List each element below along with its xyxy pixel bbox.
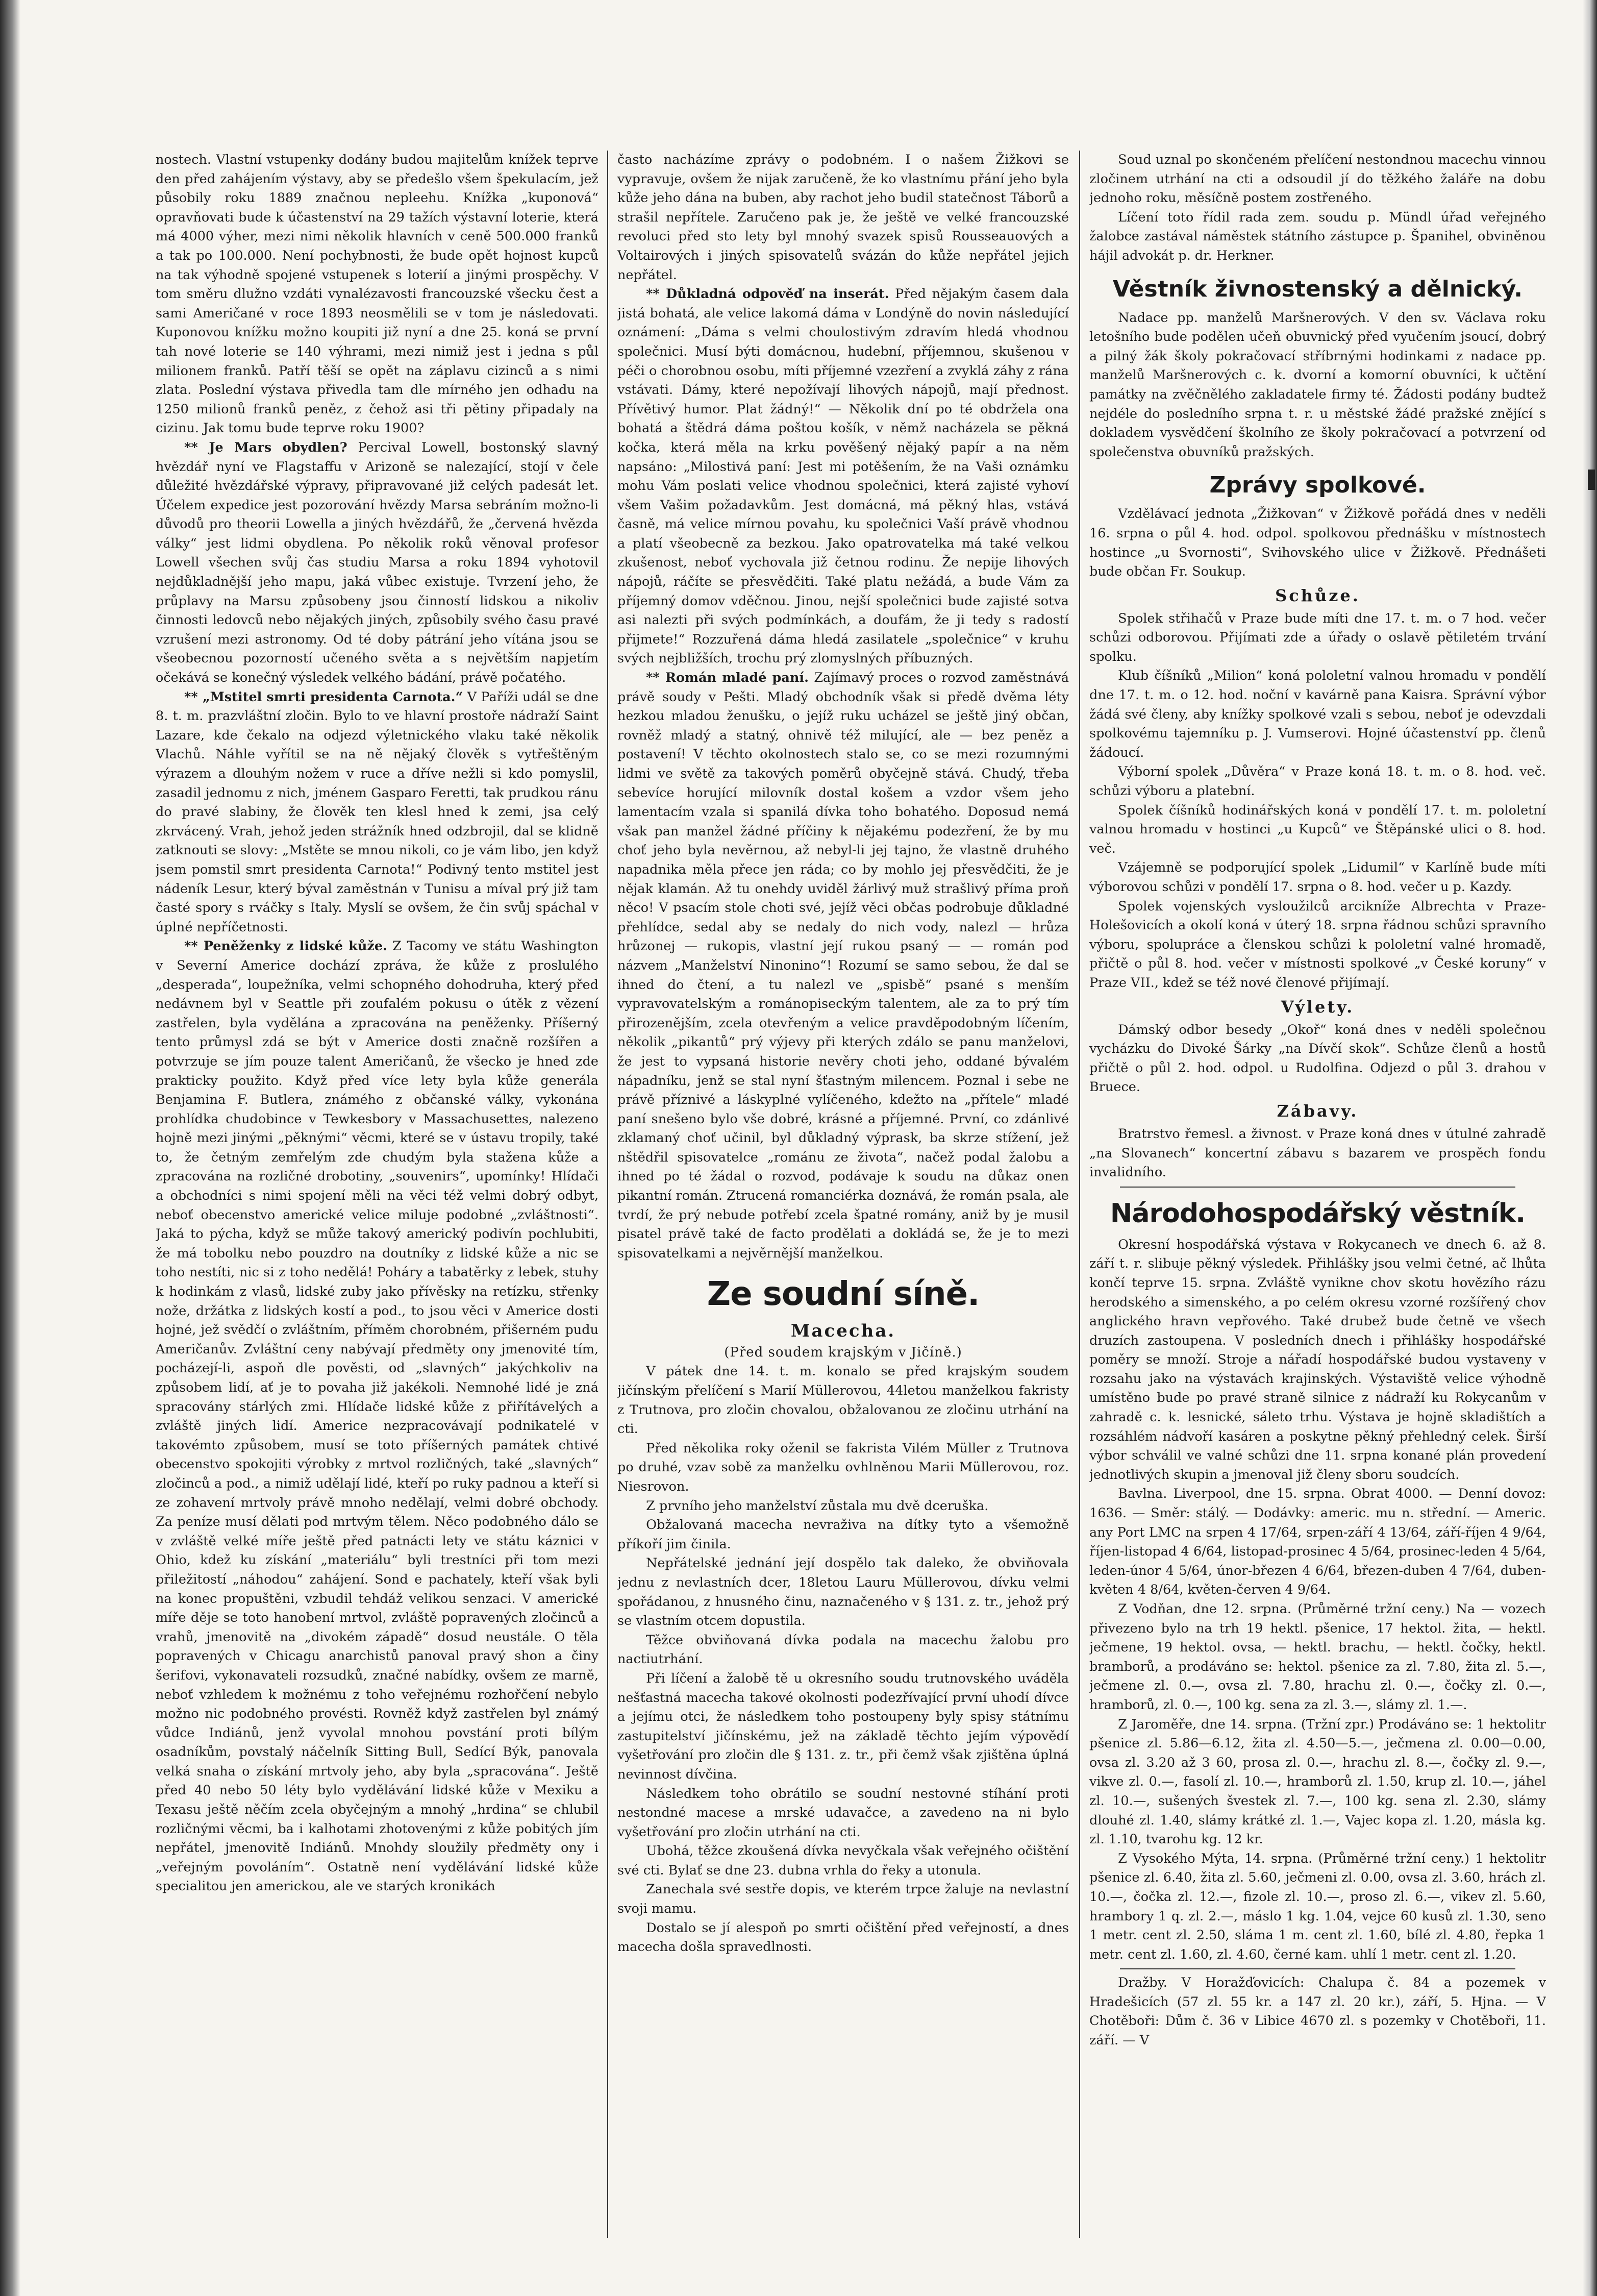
article-text: Percival Lowell, bostonský slavný hvězdář nyní ve Flagstaffu v Arizoně se nalezající, stojí v čele důležité hvězdářské výpravy, připravované již celých padesát let. Účelem expedice jest pozorování hvězdy Marsa sebráním možno-li důvodů pro theorii Lowella a jiných hvězdářů, že „červená hvězda války“ jest lidmi obydlena. Po několik roků věnoval profesor Lowell všechen svůj čas studiu Marsa a roku 1894 vyhotovil nejdůkladnější jeho mapu, jaká vůbec existuje. Tvrzení jeho, že průplavy na Marsu způsobeny jsou činností lidskou a nikoliv činnosti ledovců nebo nějakých jiných, způsobily svého času pravé vzrušení mezi astronomy. Od té doby pátrání jeho vítána jsou se všeobecnou pozorností učeného světa a s největším napjetím očekává se konečný výsledek velkého bádání, právě počatého.	[156, 439, 598, 686]
article-text: Z Tacomy ve státu Washington v Severní Americe dochází zpráva, že kůže z proslulého „desperada“, loupežníka, velmi schopného dohodruha, který před nedávnem byl v Seattle při zoufalém pokusu o útěk z vězení zastřelen, byla vydělána a zpracována na peněženky. Příšerný tento průmysl zdá se být v Americe dosti značně rozšířen a potvrzuje se jím pouze talent Američanů, že všecko je hned zde prakticky použito. Když před více lety byla kůže generála Benjamina F. Butlera, známého z občanské války, vykonána prohlídka chudobince v Tewkesbory v Massachusettes, nalezeno hojně mezi jinými „pěknými“ věcmi, které se v ústavu tropily, také to, že četným zemřelým zde chudým byla stažena kůže a zpracována na rozličné drobotiny, „souvenirs“, upomínky! Hlídači a obchodníci s nimi spojení měli na věci též velmi dobrý odbyt, neboť obecenstvo americké velice miluje podobné „zvláštnosti“. Jaká to pýcha, když se může takový americký podivín pochlubiti, že má tobolku nebo pouzdro na doutníky z lidské kůže a nic se toho nestíti, nic si z toho nedělá! Poháry a tabatěrky z lebek, stuhy k hodinkám z vlasů, lidské zuby jako přívěsky na retízku, střenky nože, držátka z lidských kostí a pod., to jsou věci v Americe dosti hojné, jež svědčí o zvláštním, příměm chorobném, přišerném pudu Američanův. Zvláštní ceny nabývají předměty ony jmenovité tím, pocházejí-li, aspoň dle pověsti, od „slavných“ jakýchkoliv na způsobem lidí, ať je to povaha již jakékoli. Nemnohé lidé je zná spracovány stárlých zmi. Hlídače lidské kůže z přiřítávelých a zvláště jiných lidí. Americe nezpracovávají podnikatelé v takovémto způsobem, musí se toto příšerných památek chtivé obecenstvo spokojiti výrobky z mrtvol rozličných, také „slavných“ zločinců a pod., a nimiž udělají lidé, kteří po ruky padnou a kteří si ze zohavení mrtvoly právě mnoho nedělají, velmi dobré obchody. Za peníze musí dělati pod mrtvým tělem. Něco podobného dálo se v zvláště velké míře ještě před patnácti lety ve státu káznici v Ohio, kdež ku získání „materiálu“ byli trestníci při tom mezi přiležitostí „náhodou“ zahájení. Sond e pachately, kteří však byli na konec propuštěni, vzbudil tehdáž velikou senzaci. V americké míře děje se toto hanobení mrtvol, zvláště popravených zločinců a vrahů, jmenovitě na „divokém západě“ dosud neustále. O těla popravených v Chicagu anarchistů panoval pravý shon a činy šerifovi, vykonavateli rozsudků, značné nabídky, ovšem ze marně, neboť vzhledem k možnému z toho veřejnému rozhořčení nebylo možno nic podobného provésti. Rovněž když zastřelen byl známý vůdce Indiánů, jenž vyvolal mnohou povstání proti bílým osadníkům, povstalý náčelník Sitting Bull, Sedící Býk, panovala velká snaha o získání mrtvoly jeho, aby byla „spracována“. Ještě před 40 nebo 50 léty bylo vydělávání lidské kůže v Mexiku a Texasu ještě něčím zcela obyčejným a mnohý „hrdina“ se chlubil rozličnými věcmi, ba i kalhotami zhotovenými z kůže pobitých jím nepřátel, jmenovitě Indiánů. Mnohdy sloužily předměty ony i „veřejným povoláním“. Ostatně není vydělávání lidské kůže specialitou jen americkou, ale ve starých kronikách	[156, 939, 598, 1894]
notice-paragraph: Výborní spolek „Důvěra“ v Praze koná 18. t. m. o 8. hod. več. schůzi výboru a platební.	[1089, 764, 1546, 799]
section-divider	[1120, 1968, 1515, 1969]
column-3	[1089, 151, 1546, 2238]
article-paragraph	[156, 937, 598, 1896]
binding-mark	[1588, 470, 1595, 490]
article-paragraph: Soud uznal po skončeném přelíčení nestondnou macechu vinnou zločinem utrhání na cti a odsoudil jí do těžkého žaláře na dobu jednoho roku, měsíčně postem zostřeného.	[1089, 152, 1546, 206]
column-2	[617, 151, 1069, 2238]
section-title-vestnik: Věstník živnostenský a dělnický.	[1113, 276, 1523, 302]
market-report: Z Jaroměře, dne 14. srpna. (Tržní zpr.) Prodáváno se: 1 hektolitr pšenice zl. 5.86—6.12, žita zl. 4.50—5.—, ječmena zl. 0.00—0.00, ovsa zl. 3.20 až 3 60, prosa zl. 0.—, hrachu zl. 8.—, čočky zl. 9.—, vikve zl. 0.—, fasolí zl. 10.—, hramborů zl. 1.50, krup zl. 10.—, jáhel zl. 10.—, sušených švestek zl. 7.—, 100 kg. sena zl. 2.30, slámy dlouhé zl. 1.40, slámy krátké zl. 1.—, Vajec kopa zl. 1.20, másla kg. zl. 1.10, tvarohu kg. 12 kr.	[1089, 1716, 1546, 1847]
notice-paragraph: Spolek číšníků hodinářských koná v pondělí 17. t. m. pololetní valnou hromadu v hostinci „u Kupců“ ve Štěpánské ulici o 8. hod. več.	[1089, 802, 1546, 856]
notice-paragraph: Klub číšníků „Milion“ koná pololetní valnou hromadu v pondělí dne 17. t. m. o 12. hod. noční v kavárně pana Kaisra. Správní výbor žádá své členy, aby knížky spolkové vzali s sebou, neboť je odevzdali spolkovému tajemníku p. J. Vumserovi. Hojné účastenství pp. členů žádoucí.	[1089, 668, 1546, 760]
column-1	[156, 151, 598, 2238]
article-paragraph: Z prvního jeho manželství zůstala mu dvě dceruška.	[646, 1498, 989, 1514]
article-paragraph: Následkem toho obrátilo se soudní nestovné stíhání proti nestondné macese a mrské udavačce, a zavedeno na ni bylo vyšetřování pro zločin utrhání na cti.	[617, 1786, 1069, 1840]
article-paragraph: Před několika roky oženil se fakrista Vilém Müller z Trutnova po druhé, vzav sobě za manželku ovhlněnou Marii Müllerovou, roz. Niesrovon.	[617, 1440, 1069, 1494]
article-paragraph: Líčení toto řídil rada zem. soudu p. Mündl úřad veřejného žalobce zastával náměstek státního zástupce p. Španihel, obviněnou hájil advokát p. dr. Herkner.	[1089, 209, 1546, 263]
article-paragraph	[617, 669, 1069, 1263]
auction-notices: Dražby. V Horažďovicích: Chalupa č. 84 a pozemek v Hradešicích (57 zl. 55 kr. a 147 zl. 20 kr.), září, 5. Hjna. — V Chotěboři: Dům č. 36 v Libice 4670 zl. s pozemky v Chotěboři, 11. září. — V	[1089, 1975, 1546, 2048]
article-text: Před nějakým časem dala jistá bohatá, ale velice lakomá dáma v Londýně do novin následující oznámení: „Dáma s velmi choulostivým zdravím hledá vhodnou společnici. Musí býti domácnou, hudební, příjemnou, skušenou v péči o chorobnou osobu, míti příjemné vzezření a zvyklá záhy z rána vstávati. Dámy, které nepožívají lihových nápojů, mají přednost. Přívětivý humor. Plat žádný!“ — Několik dní po té obdržela ona bohatá a štědrá dáma poštou košík, v němž nacházela se pěkná kočka, která měla na krku pověšený nějaký papír a na něm napsáno: „Milostivá paní: Jest mi potěšením, že na Vaši oznámku mohu Vám poslati velice vhodnou společnici, která zajisté vyhoví všem Vašim požadavkům. Jest domácná, má pěkný hlas, vstává časně, má velice mírnou povahu, ku společnici Vaší právě vhodnou a platí všeobecně za bezkou. Jako opatrovatelka má také velkou zkušenost, neboť vychovala již četnou rodinu. Že nepije lihových nápojů, ráčíte se přesvědčiti. Také platu nežádá, a bude Vám za příjemný domov vděčnou. Jinou, nejší společnici bude zajisté sotva asi nalezti při svých podmínkách, a doufám, že ji tedy s radostí přijmete!“ Rozzuřená dáma hledá zasilatele „společnice“ v kruhu svých nejbližších, trochu prý zlomyslných příbuzných.	[617, 286, 1069, 666]
article-paragraph: nostech. Vlastní vstupenky dodány budou majitelům knížek teprve den před zahájením výstavy, aby se předešlo všem špekulacím, jež působily roku 1889 značnou nepleehu. Knížka „kuponová“ opravňovati bude k účastenství na 29 tažích výstavní loterie, která má 4000 výher, mezi nimi několik hlavních v ceně 500.000 franků a tak po 100.000. Není pochybnosti, že bude opět hojnost kupců na tak výhodně spojené vstupenek s loterií a jinými prospěchy. V tom směru dlužno vzdáti vynalézavosti francouzské všecku čest a sami Američané v roce 1893 neosmělili se v tom je následovati. Kuponovou knížku možno koupiti již nyní a dne 25. koná se první tah nové loterie se 140 výhrami, mezi nimiž jest i jedna s půl milionem franků. Patří těší se opět na záplavu cizinců a s nimi zlata. Poslední výstava přivedla tam dle mírného jen odhadu na 1250 milionů franků peněz, z čehož asi tři pětiny připadaly na cizinu. Jak tomu bude teprve roku 1900?	[156, 152, 598, 436]
page-right-edge-shadow	[1583, 0, 1597, 2296]
article-paragraph: Ubohá, těžce zkoušená dívka nevyčkala však veřejného očištění své cti. Bylať se dne 23. dubna vrhla do řeky a utonula.	[617, 1843, 1069, 1878]
article-heading-roman: ** Román mladé paní.	[646, 670, 809, 686]
column-rule	[1079, 151, 1080, 2238]
article-paragraph: Okresní hospodářská výstava v Rokycanech ve dnech 6. až 8. září t. r. slibuje pěkný výsledek. Přihlášky jsou velmi četné, ač lhůta končí teprve 15. srpna. Zvláště vynikne chov skotu hovězího rázu herodského a simenského, a po celém okresu vzorné rozšířený chov anglického hravn vepřového. Také drubež bude četně ve všech druzích zastoupena. V posledních dnech i přihlášky hospodářské poměry se množí. Stroje a nářadí hospodářské budou vystaveny v rozsahu jako na výstavách krajinských. Výstaviště velice výhodně umístěno bude po pravé straně silnice z nádraží ku Rokycanům v zahradě c. k. lesnické, sáleto trhu. Výstava je hojně skladištích a rozsáhlém nádvoří kasáren a poskytne pěkný přehledný celek. Širší výbor schválil ve valné schůzi dne 11. srpna konané plán provedení jednotlivých skupin a jmenoval již členy sboru soudcích.	[1089, 1237, 1546, 1483]
market-report: Z Vysokého Mýta, 14. srpna. (Průměrné tržní ceny.) 1 hektolitr pšenice zl. 6.40, žita zl. 5.60, ječmeni zl. 0.00, ovsa zl. 3.60, hrách zl. 10.—, čočka zl. 12.—, fizole zl. 10.—, proso zl. 6.—, vikev zl. 5.60, hrambory 1 q. zl. 2.—, máslo 1 kg. 1.04, vejce 60 kusů zl. 1.30, seno 1 metr. cent zl. 2.50, sláma 1 m. cent zl. 1.60, bílé zl. 4.80, řepka 1 metr. cent zl. 1.60, zl. 4.60, černé kam. uhlí 1 metr. cent zl. 1.20.	[1089, 1850, 1546, 1962]
notice-paragraph: Vzájemně se podporující spolek „Lidumil“ v Karlíně bude míti výborovou schůzi v pondělí 17. srpna o 8. hod. večer u p. Kazdy.	[1089, 860, 1546, 895]
market-report: Z Vodňan, dne 12. srpna. (Průměrné tržní ceny.) Na — vozech přivezeno bylo na trh 19 hektl. pšenice, 17 hektol. žita, — hektl. ječmene, 19 hektol. ovsa, — hektl. brachu, — hektl. čočky, hektl. bramborů, a prodáváno se: hektol. pšenice za zl. 7.80, žita zl. 5.—, ječmene zl. 0.—, ovsa zl. 7.80, hrachu zl. 0.—, čočky zl. 0.—, hramborů, zl. 0.—, 100 kg. sena za zl. 3.—, slámy zl. 1.—.	[1089, 1601, 1546, 1713]
article-paragraph: Obžalovaná macecha nevraživa na dítky tyto a všemožně příkoří jim činila.	[617, 1517, 1069, 1552]
article-text: Zajímavý proces o rozvod zaměstnává právě soudy v Pešti. Mladý obchodník však si předě dvěma léty hezkou mladou ženušku, o jejíž ruku ucházel se ještě jiný občan, rovněž mladý a statný, ohnivě též milující, ale — bez peněz a postavení! V těchto okolnostech stalo se, co se mezi rozumnými lidmi ve světě za takových poměrů obyčejně stává. Chudý, třeba sebevíce horující milovník dostal košem a vzdor všem jeho lamentacím vzala si spanilá dívka toho bohatého. Doposud nemá však pan manžel žádné příčiny k nějakému podezření, že by mu choť jeho byla nevěrnou, až nebyl-li jej tajno, že vlastně druhého napadnika měla přece jen ráda; co by mohlo jej přesvědčiti, že je nějak klamán. Až tu onehdy uviděl žárlivý muž strašlivý příma proň něco! V psacím stole choti své, jejíž věci občas podrobuje důkladné přehlídce, sedal aby se nedaly do nich vody, nalezl — hrůza hrůzonej — rukopis, vlastní její rukou psaný — — román pod názvem „Manželství Ninonino“! Rozumí se samo sebou, že dal se ihned do čtení, a tu nalezl ve „spisbě“ psané s menším vypravovatelským a románopiseckým talentem, ale za to prý tím přirozenějším, zcela otevřeným a velice pravděpodobným líčením, několik „pikantů“ prý výjevy při kterých zdálo se panu manželovi, že jest to vypsaná historie nevěry choti jeho, oddané bývalém nápadníku, jenž se stal nyní šťastným milencem. Poznal i sebe ne právě příznivé a láskyplné vylíčeného, kdežto na „přítele“ mladé paní snešeno bylo vše dobré, krásné a příjemné. První, co zdánlivé zklamaný choť učinil, byl důkladný výprask, ba skrze stížení, jež nštědřil spisovatelce „románu ze života“, načež podal žalobu a ihned po té žádal o rozvod, podávaje k soudu na důkaz onen pikantní román. Ztrucená romanciérka doznává, že román psala, ale tvrdí, že prý nebude potřebí zcela špatné romány, aniž by je musil pisatel právě také de facto prodělati a dokládá se, že je to mezi spisovatelkami a nejvěrnější manželkou.	[617, 670, 1069, 1261]
article-paragraph	[156, 688, 598, 937]
section-title-spolkove: Zprávy spolkové.	[1209, 472, 1426, 499]
article-paragraph: Zanechala své sestře dopis, ve kterém trpce žaluje na nevlastní svoji mamu.	[617, 1882, 1069, 1917]
article-heading-kuze: ** Peněženky z lidské kůže.	[184, 939, 387, 954]
article-subtitle: (Před soudem krajským v Jičíně.)	[724, 1345, 962, 1361]
article-paragraph: Dostalo se jí alespoň po smrti očištění před veřejností, a dnes macecha došla spravedlnosti.	[617, 1920, 1069, 1955]
article-paragraph: Vzdělávací jednota „Žižkovan“ v Žižkově pořádá dnes v neděli 16. srpna o půl 4. hod. odpol. spolkovou přednášku v místnostech hostince „u Svornosti“, Svihovského ulice v Žižkově. Přednášeti bude občan Fr. Soukup.	[1089, 506, 1546, 580]
notice-paragraph: Bratrstvo řemesl. a živnost. v Praze koná dnes v útulné zahradě „na Slovanech“ koncertní zábavu s bazarem ve prospěch fondu invalidního.	[1089, 1126, 1546, 1180]
section-title-soudni-sin: Ze soudní síně.	[707, 1275, 980, 1314]
article-paragraph	[156, 438, 598, 688]
article-heading-inzerat: ** Důkladná odpověď na inserát.	[646, 286, 889, 302]
article-paragraph: Nepřátelské jednání její dospělo tak daleko, že obviňovala jednu z nevlastních dcer, 18letou Lauru Müllerovou, dívku velmi spořádanou, z hnusného činu, naznačeného v § 131. z. tr., jehož prý se vlastním otcem dopustila.	[617, 1556, 1069, 1629]
article-heading-carnot: ** „Mstitel smrti presidenta Carnota.“	[184, 689, 463, 705]
article-title-macecha: Macecha.	[790, 1321, 896, 1342]
notice-paragraph: Spolek střihačů v Praze bude míti dne 17. t. m. o 7 hod. večer schůzi odborovou. Přijímati zde a úřady o oslavě pětiletém trvání spolku.	[1089, 610, 1546, 664]
notice-paragraph: Dámský odbor besedy „Okoř“ koná dnes v neděli společnou vycházku do Divoké Šárky „na Dívčí skok“. Schůze členů a hostů přičtě o půl 2. hod. odpol. u Rudolfina. Odjezd o půl 3. drahou v Bruece.	[1089, 1022, 1546, 1095]
notice-paragraph: Spolek vojenských vysloužilců arcikníže Albrechta v Praze-Holešovicích a okolí koná v úterý 18. srpna řádnou schůzi spravního výboru, spolupráce a členskou schůzi k pololetní valné hromadě, přičtě o půl 8. hod. večer v místnosti spolkové „v České koruny“ v Praze VII., kdež se též nové členové přijímají.	[1089, 898, 1546, 991]
page-left-edge-shadow	[0, 0, 20, 2296]
article-heading-mars: ** Je Mars obydlen?	[184, 439, 347, 455]
subsection-title-vylety: Výlety.	[1281, 997, 1355, 1017]
article-text: V Paříži udál se dne 8. t. m. prazvláštní zločin. Bylo to ve hlavní prostoře nádraží Saint Lazare, kde čekalo na odjezd výletnického vlaku také několik Vlachů. Náhle vyřítil se na ně nějaký člověk s vytřeštěným výrazem a dlouhým nožem v ruce a dříve nežli si kdo pomyslil, zasadil jednomu z nich, jménem Gasparo Feretti, tak prudkou ránu do pravé slabiny, že člověk ten klesl hned k zemi, jsa celý zkrvácený. Vrah, jehož jeden strážník hned odzbrojil, dal se klidně zatknouti se slovy: „Mstěte se mnou nikoli, co je vám libo, jen když jsem pomstil smrt presidenta Carnota!“ Podivný tento mstitel jest nádeník Lesur, který býval zaměstnán v Tunisu a míval prý již tam časté spory s rváčky s Italy. Myslí se ovšem, že čin svůj spáchal v úplné nepříčetnosti.	[156, 689, 598, 935]
section-divider	[1120, 1187, 1515, 1188]
article-paragraph: Těžce obviňovaná dívka podala na macechu žalobu pro nactiutrhání.	[617, 1632, 1069, 1667]
article-paragraph: Nadace pp. manželů Maršnerových. V den sv. Václava roku letošního bude podělen učeň obuvnický před vyučením jsoucí, dobrý a pilný žák školy pokračovací stříbrnými hodinkami z nadace pp. manželů Maršnerových c. k. dvorní a komorní obuvníci, k učtění památky na zvěčnělého zakladatele firmy té. Žádosti podány budtež nejdéle do posledního srpna t. r. u městské žádé pražské znějící s dokladem vysvědčení školního ze školy pokračovací a potvrzení od společenstva obuvníků pražských.	[1089, 310, 1546, 460]
subsection-title-schuze: Schůze.	[1275, 585, 1360, 605]
article-paragraph: často nacházíme zprávy o podobném. I o našem Žižkovi se vypravuje, ovšem že nijak zaručeně, že ko vlastnímu přání jeho byla kůže jeho dána na buben, aby rachot jeho budil statečnost Táborů a strašil nepřítele. Zaručeno pak je, že ještě ve velké francouzské revoluci před sto lety byl mnohý svazek spisů Rousseauových a Voltairových i jiných spisovatelů svázán do kůže nepřátel jejich nepřátel.	[617, 152, 1069, 283]
article-paragraph	[617, 285, 1069, 669]
column-rule	[607, 151, 608, 2238]
subsection-title-zabavy: Zábavy.	[1277, 1101, 1359, 1121]
newspaper-page	[156, 151, 1546, 2238]
section-title-narodohospodarsky: Národohospodářský věstník.	[1110, 1198, 1526, 1229]
article-paragraph: Při líčení a žalobě tě u okresního soudu trutnovského uváděla nešťastná macecha takové okolnosti podezřívající první uhodí dívce a jejímu otci, že následkem toho postoupeny byly spisy státnímu zastupitelství jičínskému, jež na základě těchto jejím výpovědí vyšetřování pro zločin dle § 131. z. tr., při čemž však zjištěna úplná nevinnost dívčina.	[617, 1670, 1069, 1782]
article-paragraph: V pátek dne 14. t. m. konalo se před krajským soudem jičínským přelíčení s Marií Müllerovou, 44letou manželkou fakristy z Trutnova, pro zločin chovalou, obžalovanou ze zločinu utrhání na cti.	[617, 1364, 1069, 1437]
market-report: Bavlna. Liverpool, dne 15. srpna. Obrat 4000. — Denní dovoz: 1636. — Směr: stálý. — Dodávky: americ. mu n. střední. — Americ. any Port LMC na srpen 4 17/64, srpen-září 4 13/64, září-říjen 4 9/64, říjen-listopad 4 6/64, listopad-prosinec 4 5/64, prosinec-leden 4 5/64, leden-únor 4 5/64, únor-březen 4 6/64, březen-duben 4 7/64, duben-květen 4 8/64, květen-červen 4 9/64.	[1089, 1486, 1546, 1598]
